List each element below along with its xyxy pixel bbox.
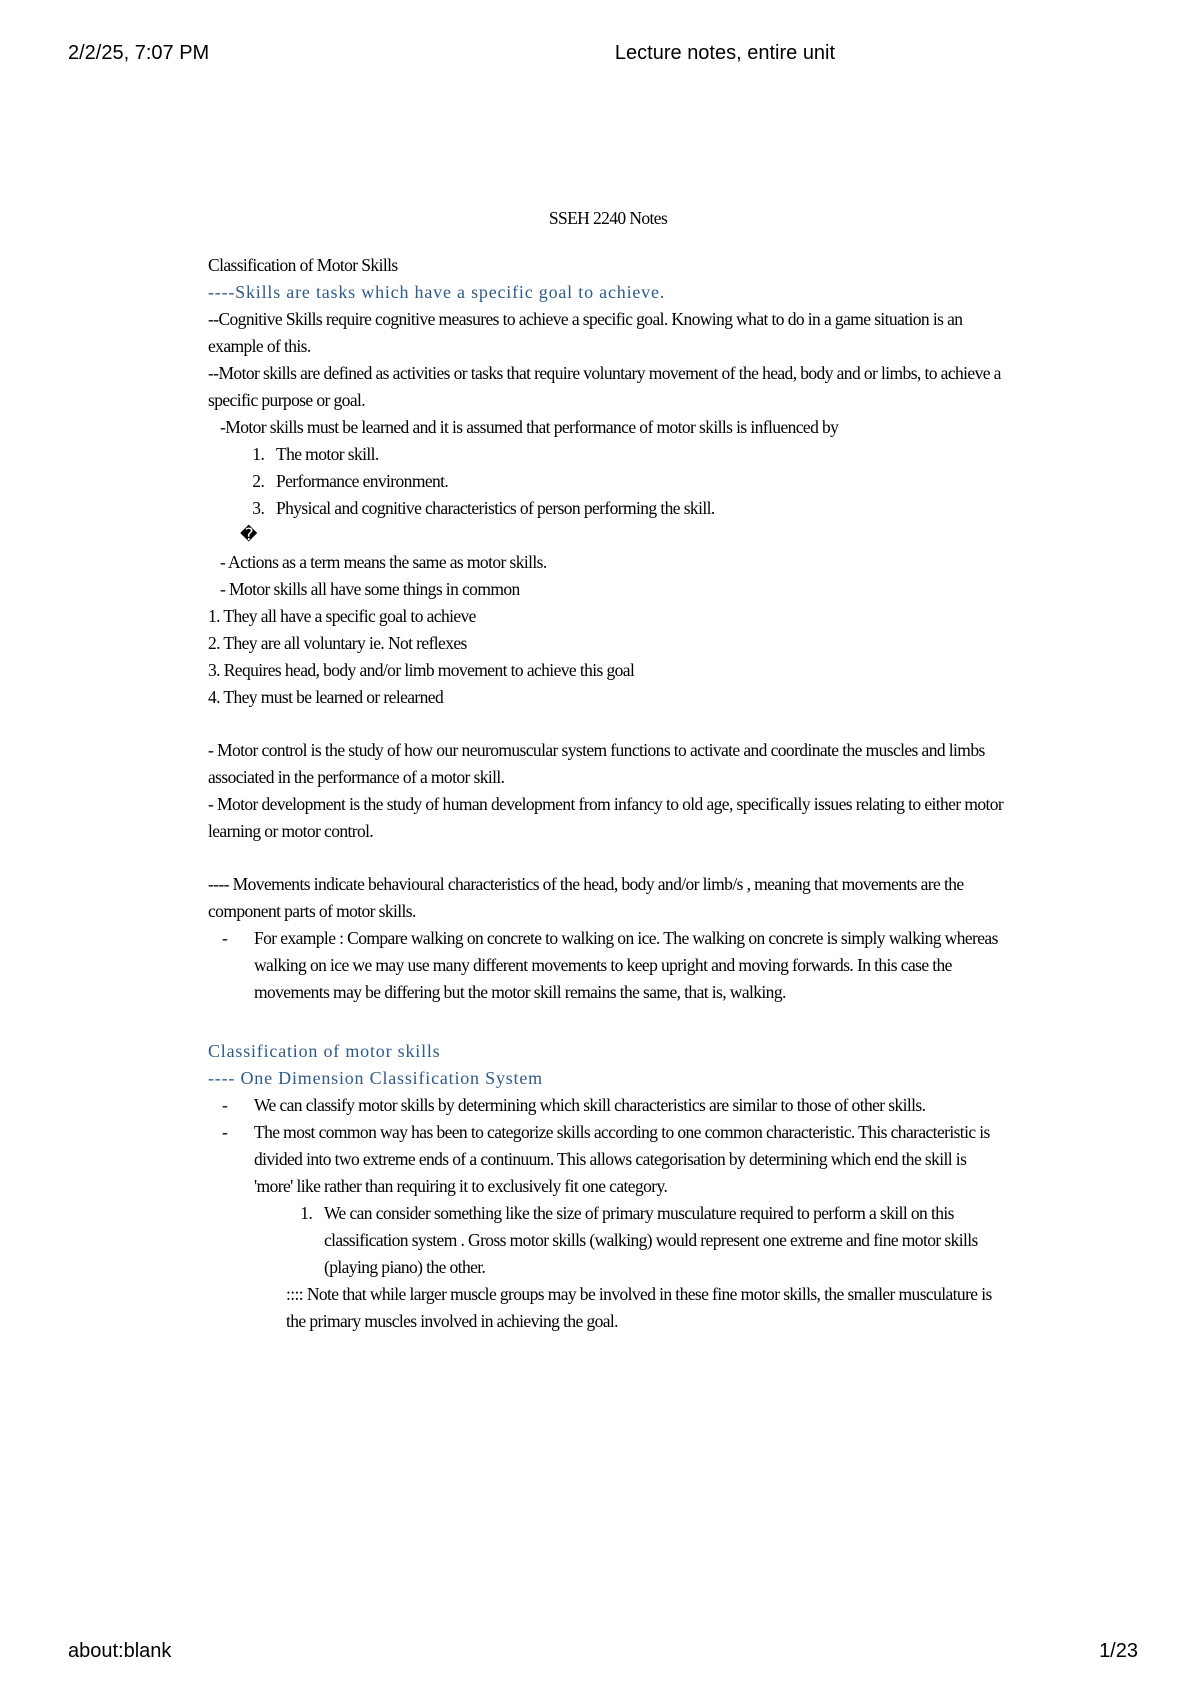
para-cognitive: --Cognitive Skills require cognitive measures to achieve a specific goal. Knowing what to do in a game situation is an example of this.	[208, 309, 963, 356]
heading-classification-motor-skills: Classification of motor skills	[208, 1041, 441, 1061]
example-list	[208, 925, 1008, 1006]
para-learned: -Motor skills must be learned and it is assumed that performance of motor skills is influenced by	[220, 417, 839, 437]
common-item: 3. Requires head, body and/or limb movement to achieve this goal	[208, 660, 635, 680]
musculature-list	[208, 1200, 1008, 1281]
heading-one-dimension: ---- One Dimension Classification System	[208, 1068, 543, 1088]
list-item: - The most common way has been to categorize skills according to one common characteristic. This characteristic is divided into two extreme ends of a continuum. This allows categorisation by determining which end the skill is 'more' like rather than requiring it to exclusively fit one category.	[254, 1119, 1008, 1200]
para-motor-control: - Motor control is the study of how our neuromuscular system functions to activate and coordinate the muscles and limbs associated in the performance of a motor skill.	[208, 740, 985, 787]
para-motor-development: - Motor development is the study of human development from infancy to old age, specifically issues relating to either motor learning or motor control.	[208, 794, 1004, 841]
list-item: 3. Physical and cognitive characteristics of person performing the skill.	[268, 495, 1008, 522]
common-item: 1. They all have a specific goal to achieve	[208, 606, 476, 626]
print-footer	[0, 1640, 1200, 1670]
doc-title: SSEH 2240 Notes	[548, 208, 668, 228]
list-item: - We can classify motor skills by determining which skill characteristics are similar to those of other skills.	[254, 1092, 1008, 1119]
para-actions: - Actions as a term means the same as motor skills.	[220, 552, 547, 572]
common-item: 2. They are all voluntary ie. Not reflexes	[208, 633, 467, 653]
list-item: 1. The motor skill.	[268, 441, 1008, 468]
para-movements: ---- Movements indicate behavioural characteristics of the head, body and/or limb/s , meaning that movements are the component parts of motor skills.	[208, 874, 964, 921]
print-datetime: 2/2/25, 7:07 PM	[68, 42, 210, 64]
missing-glyph: �	[240, 525, 257, 545]
list-item: 1. We can consider something like the size of primary musculature required to perform a skill on this classification system . Gross motor skills (walking) would represent one extreme and fine motor skills (playing piano) the other.	[316, 1200, 1008, 1281]
para-motor: --Motor skills are defined as activities or tasks that require voluntary movement of the head, body and or limbs, to achieve a specific purpose or goal.	[208, 363, 1001, 410]
common-item: 4. They must be learned or relearned	[208, 687, 444, 707]
heading-classification: Classification of Motor Skills	[208, 255, 398, 275]
page-number: 1/23	[1099, 1640, 1138, 1662]
print-url: about:blank	[68, 1640, 172, 1662]
influences-list	[208, 441, 1008, 522]
print-title: Lecture notes, entire unit	[614, 42, 836, 64]
list-item: 2. Performance environment.	[268, 468, 1008, 495]
print-header	[0, 42, 1200, 72]
para-common: - Motor skills all have some things in common	[220, 579, 520, 599]
note-musculature: :::: Note that while larger muscle groups may be involved in these fine motor skills, the smaller musculature is the primary muscles involved in achieving the goal.	[286, 1284, 992, 1331]
document-body	[208, 205, 1008, 1335]
list-item: - For example : Compare walking on concrete to walking on ice. The walking on concrete is simply walking whereas walking on ice we may use many different movements to keep upright and moving forwards. In this case the movements may be differing but the motor skill remains the same, that is, walking.	[254, 925, 1008, 1006]
skills-definition-line: ----Skills are tasks which have a specific goal to achieve.	[208, 282, 666, 302]
dimension-list	[208, 1092, 1008, 1200]
